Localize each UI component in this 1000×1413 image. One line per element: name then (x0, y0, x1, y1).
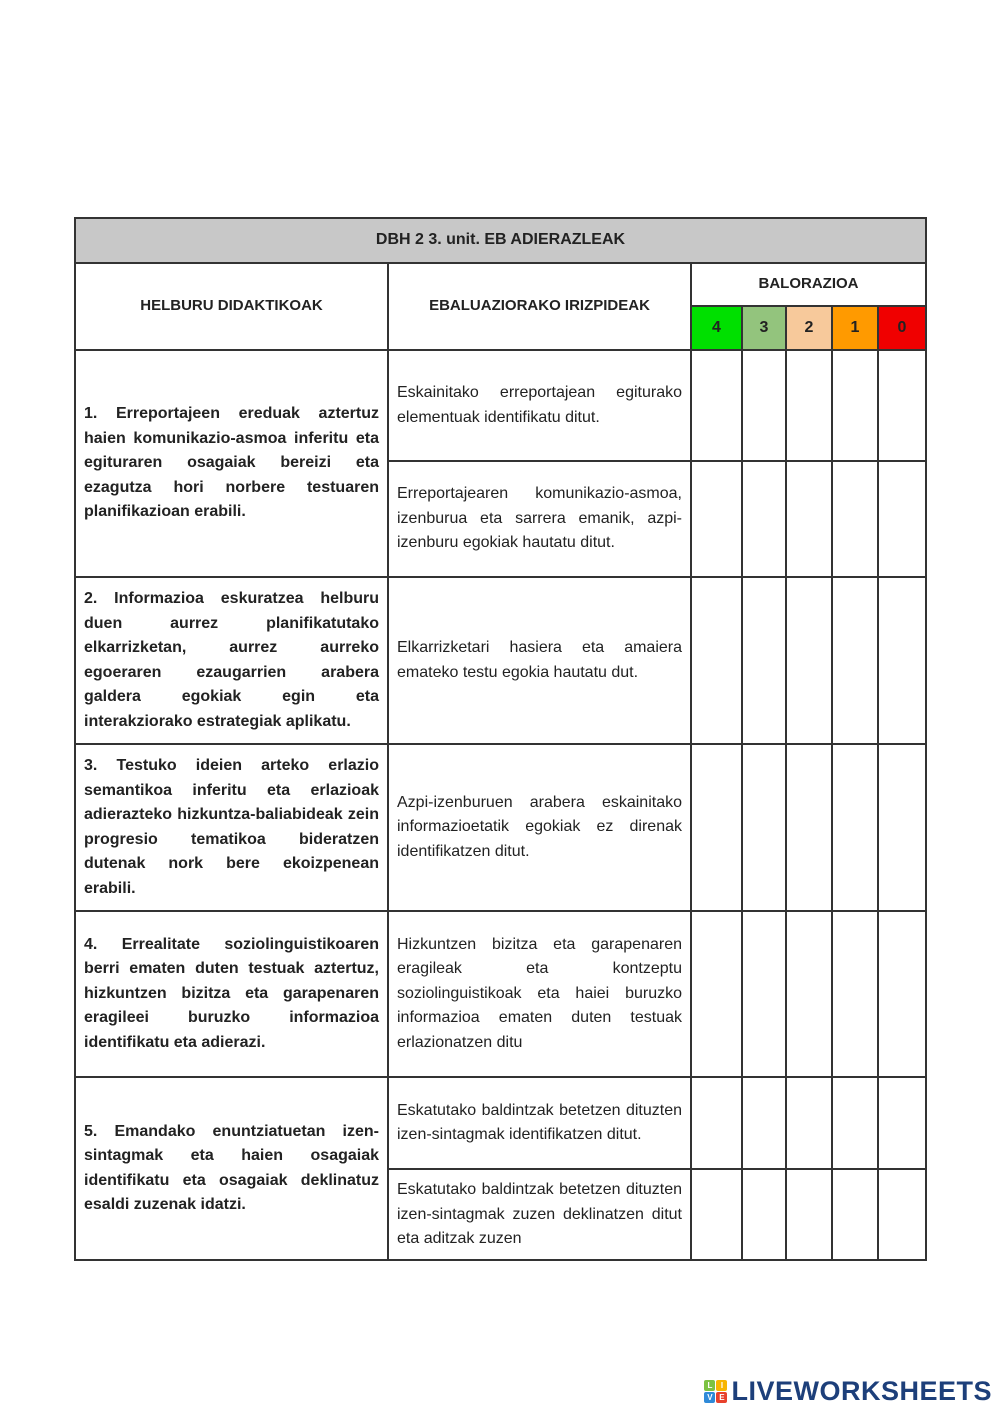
logo-letter: V (704, 1392, 715, 1403)
score-header-3: 3 (742, 306, 786, 350)
logo-text: LIVEWORKSHEETS (731, 1376, 992, 1406)
objective-4: 4. Errealitate soziolinguistikoaren berri ematen duten testuak aztertuz, hizkuntzen bizitza eta garapenaren eragileei buruzko informazioa identifikatu eta adierazi. (75, 911, 388, 1077)
rating-cell-3[interactable] (742, 1077, 786, 1169)
rating-cell-0[interactable] (878, 461, 926, 577)
rating-cell-2[interactable] (786, 461, 832, 577)
score-header-1: 1 (832, 306, 878, 350)
rating-cell-4[interactable] (691, 461, 742, 577)
rating-cell-3[interactable] (742, 744, 786, 911)
rating-cell-0[interactable] (878, 1077, 926, 1169)
rating-cell-2[interactable] (786, 911, 832, 1077)
rating-cell-1[interactable] (832, 744, 878, 911)
liveworksheets-logo (704, 1376, 992, 1407)
header-objectives: HELBURU DIDAKTIKOAK (75, 263, 388, 350)
rating-cell-2[interactable] (786, 744, 832, 911)
logo-letter: I (716, 1380, 727, 1391)
rating-cell-2[interactable] (786, 350, 832, 461)
rating-cell-3[interactable] (742, 350, 786, 461)
rating-cell-0[interactable] (878, 744, 926, 911)
rating-cell-1[interactable] (832, 461, 878, 577)
rating-cell-1[interactable] (832, 577, 878, 744)
objective-3: 3. Testuko ideien arteko erlazio semantikoa inferitu eta erlazioak adierazteko hizkuntza-baliabideak zein progresio tematikoa bideratzen dutenak nork bere ekoizpenean erabili. (75, 744, 388, 911)
rating-cell-4[interactable] (691, 350, 742, 461)
criterion-5: Hizkuntzen bizitza eta garapenaren eragileak eta kontzeptu soziolinguistikoak eta haiei buruzko informazioa ematen duten testuak erlazionatzen ditu (388, 911, 691, 1077)
rating-cell-3[interactable] (742, 577, 786, 744)
score-header-4: 4 (691, 306, 742, 350)
score-header-0: 0 (878, 306, 926, 350)
header-rating: BALORAZIOA (691, 263, 926, 306)
rating-cell-4[interactable] (691, 1077, 742, 1169)
rating-cell-0[interactable] (878, 1169, 926, 1260)
criterion-2: Erreportajearen komunikazio-asmoa, izenburua eta sarrera emanik, azpi-izenburu egokiak hautatu ditut. (388, 461, 691, 577)
evaluation-table (74, 217, 927, 1261)
rating-cell-4[interactable] (691, 744, 742, 911)
header-criteria: EBALUAZIORAKO IRIZPIDEAK (388, 263, 691, 350)
logo-letter: E (716, 1392, 727, 1403)
table-title: DBH 2 3. unit. EB ADIERAZLEAK (75, 218, 926, 263)
rating-cell-1[interactable] (832, 1169, 878, 1260)
logo-letter: L (704, 1380, 715, 1391)
criterion-1: Eskainitako erreportajean egiturako elementuak identifikatu ditut. (388, 350, 691, 461)
rating-cell-3[interactable] (742, 911, 786, 1077)
rating-cell-0[interactable] (878, 350, 926, 461)
rating-cell-4[interactable] (691, 911, 742, 1077)
rating-cell-3[interactable] (742, 461, 786, 577)
rating-cell-1[interactable] (832, 350, 878, 461)
objective-2: 2. Informazioa eskuratzea helburu duen aurrez planifikatutako elkarrizketan, aurrez aurreko egoeraren ezaugarrien arabera galdera egokiak egin eta interakziorako estrategiak aplikatu. (75, 577, 388, 744)
objective-5: 5. Emandako enuntziatuetan izen-sintagmak eta haien osagaiak identifikatu eta osagaiak deklinatuz esaldi zuzenak idatzi. (75, 1077, 388, 1260)
criterion-4: Azpi-izenburuen arabera eskainitako informazioetatik egokiak ez direnak identifikatzen ditut. (388, 744, 691, 911)
rating-cell-0[interactable] (878, 911, 926, 1077)
criterion-6: Eskatutako baldintzak betetzen dituzten izen-sintagmak identifikatzen ditut. (388, 1077, 691, 1169)
rating-cell-0[interactable] (878, 577, 926, 744)
rating-cell-2[interactable] (786, 1077, 832, 1169)
criterion-3: Elkarrizketari hasiera eta amaiera emateko testu egokia hautatu dut. (388, 577, 691, 744)
rating-cell-2[interactable] (786, 1169, 832, 1260)
logo-mark-icon (704, 1380, 727, 1403)
rating-cell-1[interactable] (832, 1077, 878, 1169)
rating-cell-4[interactable] (691, 1169, 742, 1260)
objective-1: 1. Erreportajeen ereduak aztertuz haien komunikazio-asmoa inferitu eta egituraren osagaiak bereizi eta ezagutza hori norbere testuaren planifikazioan erabili. (75, 350, 388, 577)
score-header-2: 2 (786, 306, 832, 350)
rating-cell-2[interactable] (786, 577, 832, 744)
rating-cell-1[interactable] (832, 911, 878, 1077)
criterion-7: Eskatutako baldintzak betetzen dituzten izen-sintagmak zuzen deklinatzen ditut eta aditzak zuzen (388, 1169, 691, 1260)
rating-cell-3[interactable] (742, 1169, 786, 1260)
rating-cell-4[interactable] (691, 577, 742, 744)
